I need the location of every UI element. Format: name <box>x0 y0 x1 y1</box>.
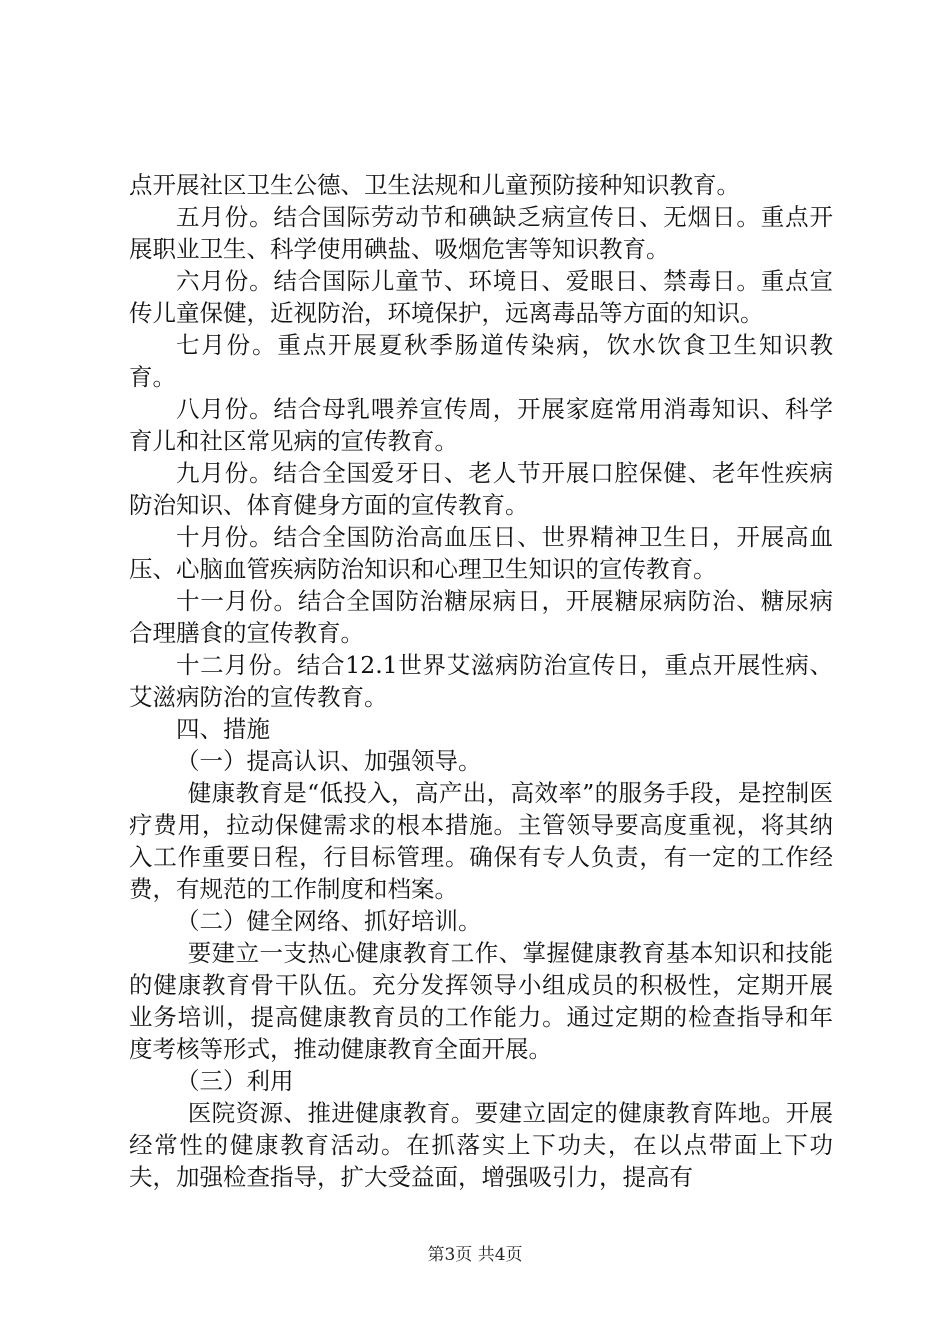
paragraph-06: 九月份。结合全国爱牙日、老人节开展口腔保健、老年性疾病防治知识、体育健身方面的宣传教育。 <box>129 459 833 519</box>
paragraph-07: 十月份。结合全国防治高血压日、世界精神卫生日，开展高血压、心脑血管疾病防治知识和心理卫生知识的宣传教育。 <box>129 523 833 583</box>
paragraph-08: 十一月份。结合全国防治糖尿病日，开展糖尿病防治、糖尿病合理膳食的宣传教育。 <box>129 587 833 647</box>
page-number-footer: 第3页 共4页 <box>427 1245 523 1265</box>
paragraph-12: 健康教育是“低投入，高产出，高效率”的服务手段，是控制医疗费用，拉动保健需求的根本措施。主管领导要高度重视，将其纳入工作重要日程，行目标管理。确保有专人负责，有一定的工作经费，有规范的工作制度和档案。 <box>129 779 833 903</box>
paragraph-05: 八月份。结合母乳喂养宣传周，开展家庭常用消毒知识、科学育儿和社区常见病的宣传教育。 <box>129 395 833 455</box>
paragraph-16: 医院资源、推进健康教育。要建立固定的健康教育阵地。开展经常性的健康教育活动。在抓落实上下功夫，在以点带面上下功夫，加强检查指导，扩大受益面，增强吸引力，提高有 <box>129 1099 833 1191</box>
paragraph-14: 要建立一支热心健康教育工作、掌握健康教育基本知识和技能的健康教育骨干队伍。充分发挥领导小组成员的积极性，定期开展业务培训，提高健康教育员的工作能力。通过定期的检查指导和年度考核等形式，推动健康教育全面开展。 <box>129 939 833 1063</box>
paragraph-09: 十二月份。结合12.1世界艾滋病防治宣传日，重点开展性病、艾滋病防治的宣传教育。 <box>129 651 833 711</box>
subheading-3: （三）利用 <box>176 1067 294 1095</box>
paragraph-04: 七月份。重点开展夏秋季肠道传染病，饮水饮食卫生知识教育。 <box>129 331 833 391</box>
subheading-1: （一）提高认识、加强领导。 <box>176 747 482 775</box>
paragraph-01: 点开展社区卫生公德、卫生法规和儿童预防接种知识教育。 <box>129 171 740 199</box>
section-heading-measures: 四、措施 <box>176 715 270 743</box>
paragraph-03: 六月份。结合国际儿童节、环境日、爱眼日、禁毒日。重点宣传儿童保健，近视防治，环境保护，远离毒品等方面的知识。 <box>129 267 833 327</box>
document-body <box>129 169 833 1193</box>
subheading-2: （二）健全网络、抓好培训。 <box>176 907 482 935</box>
paragraph-02: 五月份。结合国际劳动节和碘缺乏病宣传日、无烟日。重点开展职业卫生、科学使用碘盐、吸烟危害等知识教育。 <box>129 203 833 263</box>
